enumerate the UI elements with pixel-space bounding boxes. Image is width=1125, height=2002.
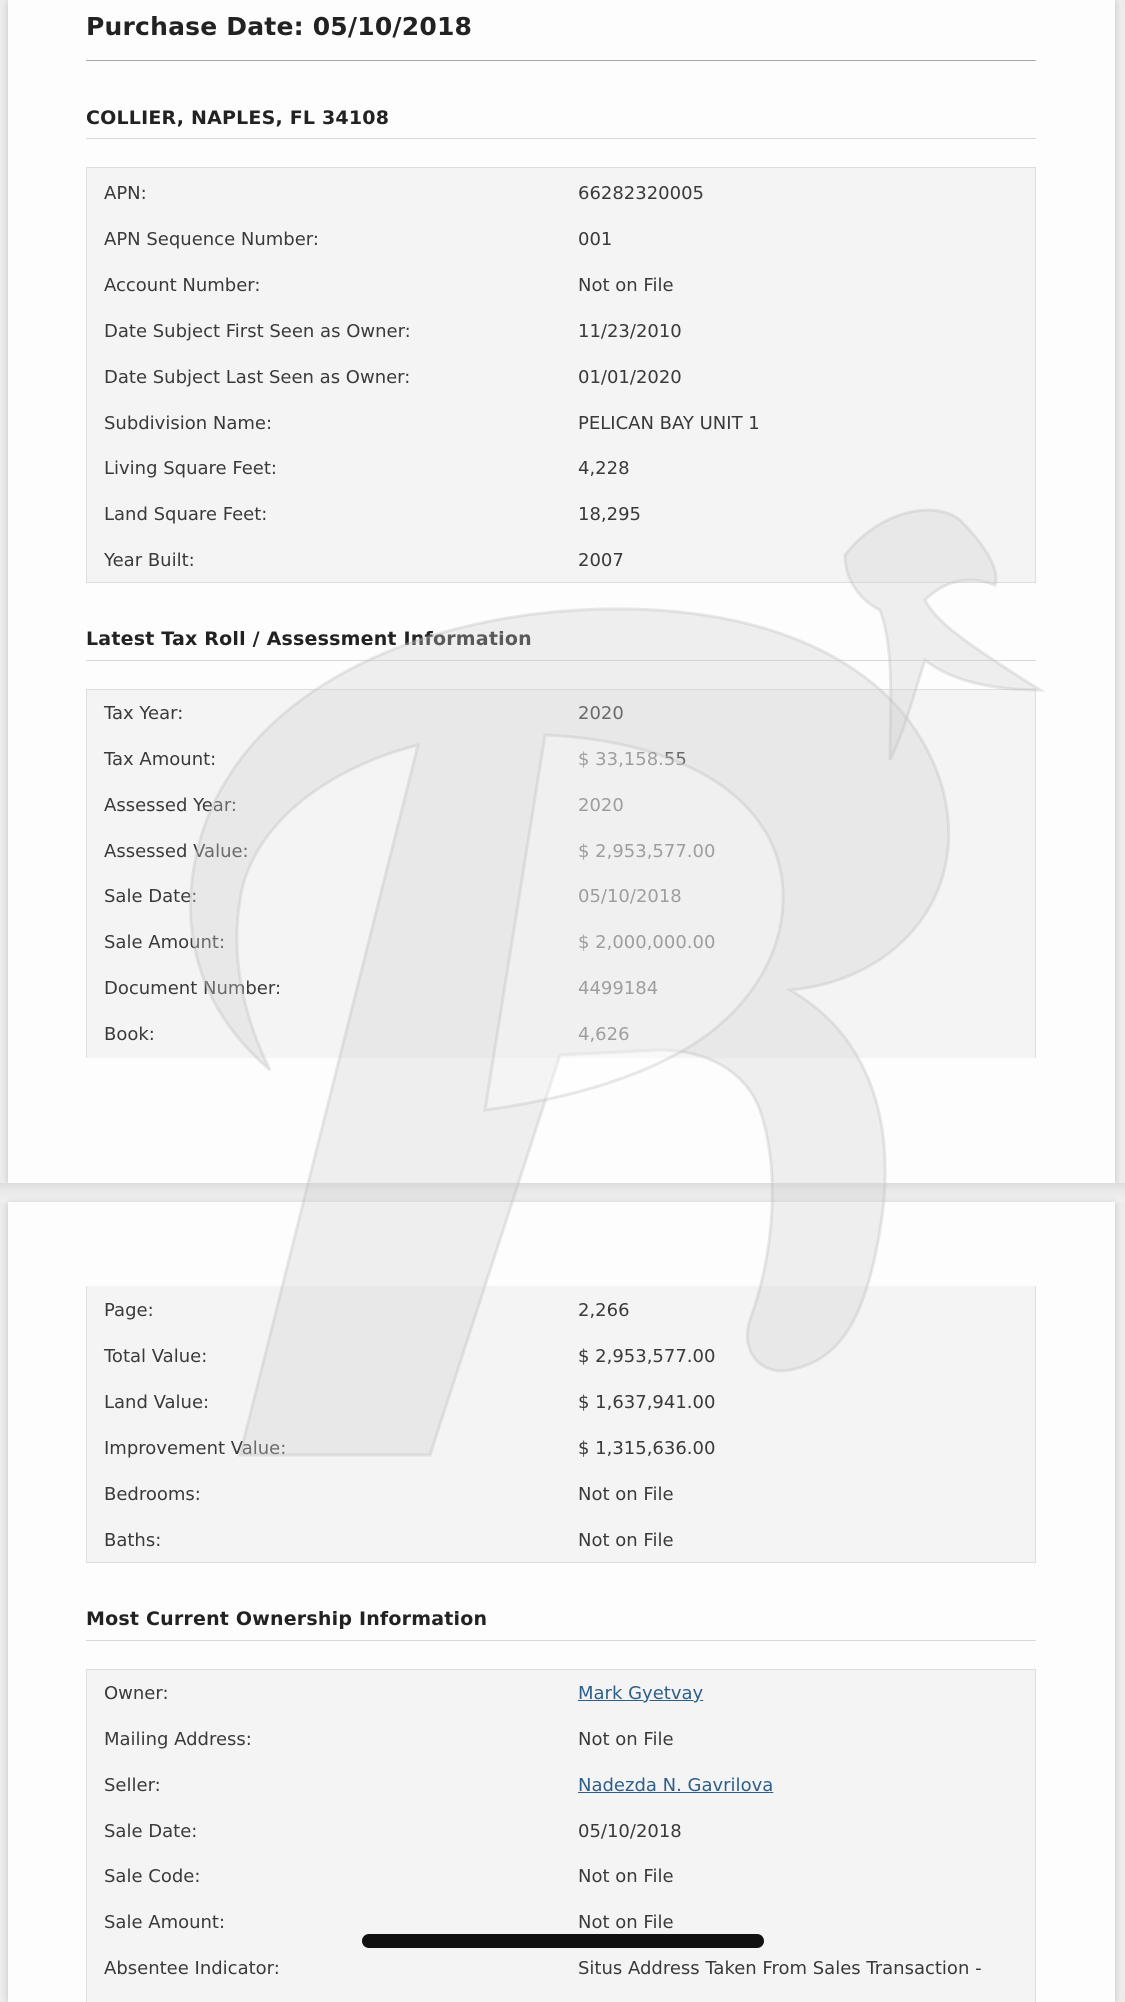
row-label: APN: — [104, 183, 147, 204]
row-value: $ 2,953,577.00 — [578, 1346, 716, 1367]
row-label: Account Number: — [104, 275, 261, 296]
row-label: Document Number: — [104, 978, 282, 999]
row-label: Sale Date: — [104, 886, 198, 907]
section-divider — [86, 138, 1036, 139]
row-label: Sale Code: — [104, 1866, 201, 1887]
tax-row — [87, 1015, 1035, 1055]
row-label: Living Square Feet: — [104, 458, 277, 479]
row-value: Situs Address Taken From Sales Transaction - — [578, 1958, 982, 1979]
row-label: Year Built: — [104, 550, 195, 571]
row-label: Baths: — [104, 1530, 162, 1551]
row-value: 4,228 — [578, 458, 630, 479]
row-value: 11/23/2010 — [578, 321, 682, 342]
row-value: 66282320005 — [578, 183, 704, 204]
tax-row — [87, 1291, 1035, 1331]
home-indicator — [362, 1934, 764, 1948]
row-label: Tax Amount: — [104, 749, 217, 770]
row-value: 2020 — [578, 795, 624, 816]
tax-assessment-table — [86, 689, 1036, 1058]
row-value: 2,266 — [578, 1300, 630, 1321]
row-label: Assessed Year: — [104, 795, 237, 816]
ownership-row — [87, 1949, 1035, 1989]
row-label: Sale Amount: — [104, 1912, 226, 1933]
property-row — [87, 174, 1035, 214]
row-label: Tax Year: — [104, 703, 184, 724]
property-row — [87, 266, 1035, 306]
property-row — [87, 312, 1035, 352]
row-value: 2020 — [578, 703, 624, 724]
tax-row — [87, 740, 1035, 780]
tax-row — [87, 1429, 1035, 1469]
row-value: 05/10/2018 — [578, 886, 682, 907]
row-value: Not on File — [578, 1484, 674, 1505]
property-row — [87, 404, 1035, 444]
row-label: Land Square Feet: — [104, 504, 268, 525]
row-value: 4,626 — [578, 1024, 630, 1045]
row-value: PELICAN BAY UNIT 1 — [578, 413, 760, 434]
ownership-row — [87, 1674, 1035, 1714]
ownership-heading: Most Current Ownership Information — [86, 1608, 488, 1630]
row-label: Sale Date: — [104, 1821, 198, 1842]
ownership-row — [87, 1812, 1035, 1852]
tax-row — [87, 786, 1035, 826]
row-value: Not on File — [578, 1729, 674, 1750]
tax-row — [87, 1383, 1035, 1423]
row-value: $ 1,637,941.00 — [578, 1392, 716, 1413]
row-label: Bedrooms: — [104, 1484, 201, 1505]
location-heading: COLLIER, NAPLES, FL 34108 — [86, 107, 390, 129]
section-divider — [86, 660, 1036, 661]
tax-roll-heading: Latest Tax Roll / Assessment Information — [86, 628, 532, 650]
tax-row — [87, 1337, 1035, 1377]
row-label: Seller: — [104, 1775, 161, 1796]
ownership-row — [87, 1720, 1035, 1760]
property-row — [87, 495, 1035, 535]
row-label: Assessed Value: — [104, 841, 249, 862]
tax-row — [87, 832, 1035, 872]
ownership-row — [87, 1766, 1035, 1806]
row-value: Not on File — [578, 275, 674, 296]
row-value: $ 2,000,000.00 — [578, 932, 716, 953]
ownership-row — [87, 1857, 1035, 1897]
row-label: Absentee Indicator: — [104, 1958, 280, 1979]
report-page-2 — [8, 1202, 1115, 2002]
row-value: $ 33,158.55 — [578, 749, 687, 770]
tax-row — [87, 1475, 1035, 1515]
tax-assessment-table-continued — [86, 1286, 1036, 1563]
ownership-table — [86, 1669, 1036, 2002]
page-break — [0, 1183, 1125, 1202]
property-row — [87, 541, 1035, 581]
row-label: Subdivision Name: — [104, 413, 273, 434]
purchase-date-heading: Purchase Date: 05/10/2018 — [86, 12, 473, 41]
row-label: Improvement Value: — [104, 1438, 287, 1459]
property-row — [87, 220, 1035, 260]
row-label: Sale Amount: — [104, 932, 226, 953]
tax-row — [87, 1521, 1035, 1561]
section-divider — [86, 1640, 1036, 1641]
row-label: Total Value: — [104, 1346, 208, 1367]
property-row — [87, 449, 1035, 489]
row-label: Date Subject First Seen as Owner: — [104, 321, 411, 342]
tax-row — [87, 694, 1035, 734]
tax-row — [87, 877, 1035, 917]
row-label: APN Sequence Number: — [104, 229, 319, 250]
row-value: Not on File — [578, 1530, 674, 1551]
report-page-1 — [8, 0, 1115, 1183]
row-value: 001 — [578, 229, 613, 250]
row-label: Date Subject Last Seen as Owner: — [104, 367, 411, 388]
row-label: Book: — [104, 1024, 155, 1045]
row-value: 4499184 — [578, 978, 659, 999]
seller-link[interactable]: Nadezda N. Gavrilova — [578, 1775, 774, 1796]
row-value: 01/01/2020 — [578, 367, 682, 388]
row-value: $ 1,315,636.00 — [578, 1438, 716, 1459]
row-value: 05/10/2018 — [578, 1821, 682, 1842]
tax-row — [87, 923, 1035, 963]
row-value: Not on File — [578, 1912, 674, 1933]
row-value: 18,295 — [578, 504, 641, 525]
row-value: Not on File — [578, 1866, 674, 1887]
row-value: $ 2,953,577.00 — [578, 841, 716, 862]
property-details-table — [86, 167, 1036, 583]
row-label: Page: — [104, 1300, 154, 1321]
row-label: Mailing Address: — [104, 1729, 252, 1750]
row-value: 2007 — [578, 550, 624, 571]
property-row — [87, 358, 1035, 398]
row-label: Owner: — [104, 1683, 169, 1704]
row-label: Land Value: — [104, 1392, 210, 1413]
owner-link[interactable]: Mark Gyetvay — [578, 1683, 704, 1704]
tax-row — [87, 969, 1035, 1009]
heading-divider — [86, 60, 1036, 61]
